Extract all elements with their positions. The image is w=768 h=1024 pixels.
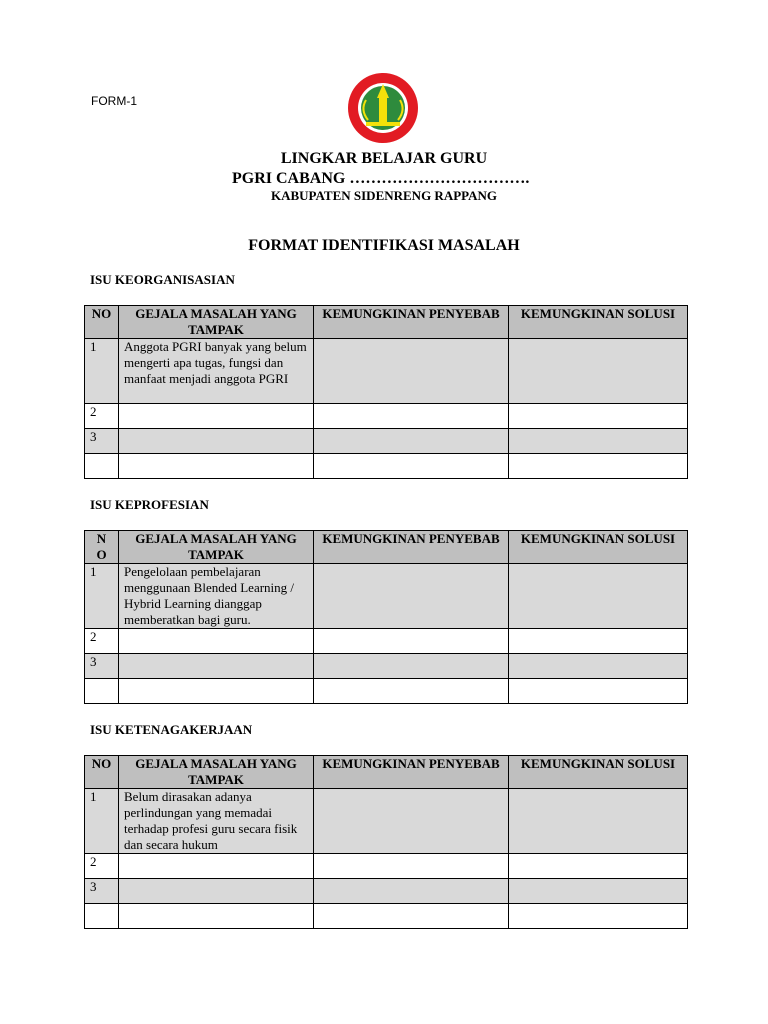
col-header-solusi: KEMUNGKINAN SOLUSI (509, 531, 688, 564)
cell-solusi[interactable] (509, 654, 688, 679)
cell-no: 2 (85, 404, 119, 429)
cell-gejala[interactable] (119, 429, 314, 454)
cell-no: 3 (85, 429, 119, 454)
col-header-gejala: GEJALA MASALAH YANG TAMPAK (119, 756, 314, 789)
table-header-row (85, 531, 688, 564)
table-row (85, 454, 688, 479)
cell-gejala[interactable] (119, 904, 314, 929)
table-keprofesian (84, 530, 688, 704)
cell-no: 3 (85, 879, 119, 904)
cell-gejala[interactable] (119, 454, 314, 479)
table-row (85, 339, 688, 404)
col-header-penyebab: KEMUNGKINAN PENYEBAB (314, 756, 509, 789)
table-row (85, 904, 688, 929)
col-header-penyebab: KEMUNGKINAN PENYEBAB (314, 306, 509, 339)
col-header-no: NO (85, 756, 119, 789)
cell-penyebab[interactable] (314, 339, 509, 404)
title-line-1: LINGKAR BELAJAR GURU (280, 150, 488, 167)
title-line-3: KABUPATEN SIDENRENG RAPPANG (270, 188, 498, 203)
cell-gejala[interactable] (119, 404, 314, 429)
cell-gejala[interactable] (119, 679, 314, 704)
cell-no: 1 (85, 564, 119, 629)
table-row (85, 879, 688, 904)
cell-no: 1 (85, 789, 119, 854)
cell-gejala[interactable] (119, 654, 314, 679)
cell-solusi[interactable] (509, 339, 688, 404)
cell-penyebab[interactable] (314, 404, 509, 429)
form-number-label: FORM-1 (91, 94, 137, 108)
cell-penyebab[interactable] (314, 679, 509, 704)
cell-penyebab[interactable] (314, 904, 509, 929)
table-row (85, 429, 688, 454)
table-header-row (85, 756, 688, 789)
col-header-gejala: GEJALA MASALAH YANG TAMPAK (119, 531, 314, 564)
cell-solusi[interactable] (509, 629, 688, 654)
table-keorganisasian (84, 305, 688, 479)
cell-solusi[interactable] (509, 454, 688, 479)
cell-penyebab[interactable] (314, 654, 509, 679)
cell-no (85, 679, 119, 704)
section-title-ketenagakerjaan: ISU KETENAGAKERJAAN (90, 722, 253, 737)
table-row (85, 854, 688, 879)
cell-solusi[interactable] (509, 564, 688, 629)
section-title-keprofesian: ISU KEPROFESIAN (90, 497, 209, 512)
cell-gejala[interactable]: Belum dirasakan adanya perlindungan yang memadai terhadap profesi guru secara fisik dan secara hukum (119, 789, 314, 854)
col-header-penyebab: KEMUNGKINAN PENYEBAB (314, 531, 509, 564)
title-line-2: PGRI CABANG ……………………………. (232, 170, 530, 187)
cell-penyebab[interactable] (314, 429, 509, 454)
table-row (85, 564, 688, 629)
logo-base-bar (366, 122, 400, 126)
cell-penyebab[interactable] (314, 854, 509, 879)
cell-penyebab[interactable] (314, 454, 509, 479)
cell-solusi[interactable] (509, 429, 688, 454)
document-title: FORMAT IDENTIFIKASI MASALAH (248, 237, 520, 254)
table-ketenagakerjaan (84, 755, 688, 929)
cell-no (85, 904, 119, 929)
col-header-no: NO (85, 306, 119, 339)
logo-torch-icon (379, 98, 387, 124)
col-header-no: N O (85, 531, 119, 564)
cell-gejala[interactable]: Pengelolaan pembelajaran menggunaan Blended Learning / Hybrid Learning dianggap memberatkan bagi guru. (119, 564, 314, 629)
table-row (85, 629, 688, 654)
table-row (85, 789, 688, 854)
col-header-gejala: GEJALA MASALAH YANG TAMPAK (119, 306, 314, 339)
table-header-row (85, 306, 688, 339)
cell-no: 3 (85, 654, 119, 679)
col-header-solusi: KEMUNGKINAN SOLUSI (509, 756, 688, 789)
cell-solusi[interactable] (509, 679, 688, 704)
cell-no: 2 (85, 629, 119, 654)
cell-gejala[interactable] (119, 629, 314, 654)
cell-penyebab[interactable] (314, 789, 509, 854)
cell-solusi[interactable] (509, 854, 688, 879)
col-header-solusi: KEMUNGKINAN SOLUSI (509, 306, 688, 339)
cell-solusi[interactable] (509, 879, 688, 904)
cell-no (85, 454, 119, 479)
cell-no: 2 (85, 854, 119, 879)
cell-no: 1 (85, 339, 119, 404)
cell-gejala[interactable] (119, 854, 314, 879)
cell-solusi[interactable] (509, 404, 688, 429)
cell-penyebab[interactable] (314, 629, 509, 654)
cell-gejala[interactable] (119, 879, 314, 904)
table-row (85, 679, 688, 704)
cell-solusi[interactable] (509, 789, 688, 854)
cell-penyebab[interactable] (314, 564, 509, 629)
section-title-keorganisasian: ISU KEORGANISASIAN (90, 272, 235, 287)
table-row (85, 654, 688, 679)
cell-gejala[interactable]: Anggota PGRI banyak yang belum mengerti apa tugas, fungsi dan manfaat menjadi anggota PGRI (119, 339, 314, 404)
cell-penyebab[interactable] (314, 879, 509, 904)
table-row (85, 404, 688, 429)
pgri-logo (346, 70, 420, 146)
cell-solusi[interactable] (509, 904, 688, 929)
